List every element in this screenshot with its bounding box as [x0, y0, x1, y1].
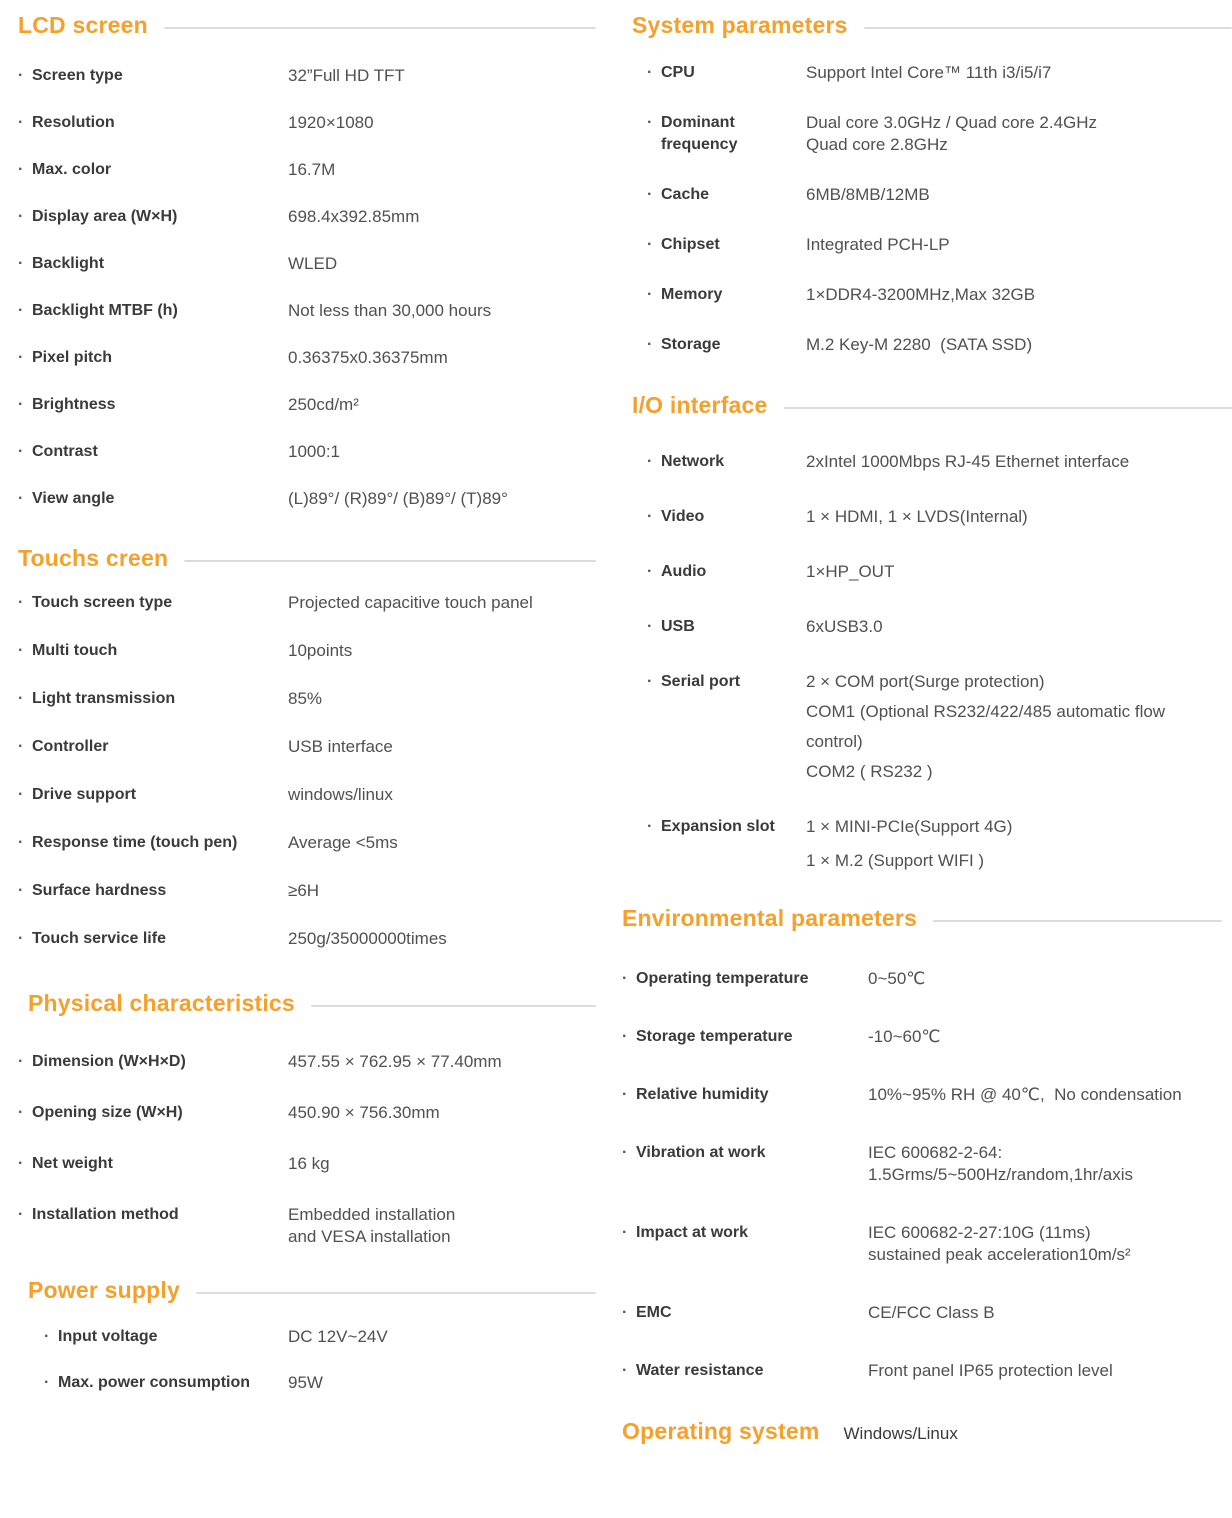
spec-row: [632, 234, 1232, 256]
spec-label: Max. power consumption: [58, 1374, 251, 1391]
bullet-icon: ·: [647, 453, 653, 470]
spec-label: View angle: [32, 490, 115, 507]
spec-row: [632, 816, 1232, 872]
spec-value-line: 1 × M.2 (Support WIFI ): [806, 851, 985, 870]
spec-value: [288, 1204, 596, 1248]
spec-row: [632, 62, 1232, 84]
bullet-icon: ·: [18, 255, 24, 272]
bullet-icon: ·: [647, 673, 653, 690]
spec-row: [18, 206, 596, 228]
spec-row: [18, 112, 596, 134]
spec-label: Backlight: [32, 255, 105, 272]
spec-value: ≥6H: [288, 881, 320, 900]
spec-label: Pixel pitch: [32, 349, 113, 366]
spec-value-line: Dual core 3.0GHz / Quad core 2.4GHz: [806, 113, 1098, 132]
section-header: [632, 392, 1232, 419]
spec-row: [18, 394, 596, 416]
section-header: [622, 905, 1222, 932]
section-header: [18, 12, 596, 39]
bullet-icon: ·: [44, 1328, 50, 1345]
bullet-icon: ·: [622, 970, 628, 987]
bullet-icon: ·: [18, 930, 24, 947]
spec-row: [18, 1372, 596, 1394]
spec-value: (L)89°/ (R)89°/ (B)89°/ (T)89°: [288, 489, 508, 508]
spec-row: [18, 1051, 596, 1073]
spec-row: [18, 1153, 596, 1175]
spec-row: [18, 253, 596, 275]
section-title: Power supply: [28, 1277, 180, 1303]
section-header: [18, 545, 596, 572]
divider-line: [311, 1005, 596, 1007]
divider-line: [196, 1292, 596, 1294]
bullet-icon: ·: [18, 642, 24, 659]
bullet-icon: ·: [18, 738, 24, 755]
spec-label: CPU: [661, 64, 695, 81]
spec-row: [632, 334, 1232, 356]
spec-row: [18, 347, 596, 369]
bullet-icon: ·: [18, 161, 24, 178]
spec-row: [18, 880, 596, 902]
spec-label: Storage: [661, 336, 721, 353]
spec-label: EMC: [636, 1304, 672, 1321]
spec-value: 32”Full HD TFT: [288, 66, 405, 85]
spec-value: Front panel IP65 protection level: [868, 1361, 1113, 1380]
spec-value: 450.90 × 756.30mm: [288, 1103, 440, 1122]
spec-value-line: IEC 600682-2-27:10G (11ms): [868, 1223, 1091, 1242]
spec-label: Cache: [661, 186, 710, 203]
bullet-icon: ·: [622, 1144, 628, 1161]
spec-value: [806, 671, 1232, 783]
bullet-icon: ·: [18, 1155, 24, 1172]
spec-value-line: COM2 ( RS232 ): [806, 762, 933, 781]
spec-value: Integrated PCH-LP: [806, 235, 950, 254]
spec-label: USB: [661, 618, 695, 635]
spec-value: 6MB/8MB/12MB: [806, 185, 930, 204]
spec-value: 2xIntel 1000Mbps RJ-45 Ethernet interface: [806, 452, 1130, 471]
bullet-icon: ·: [18, 882, 24, 899]
left-column: [18, 12, 596, 1418]
spec-label: Controller: [32, 738, 109, 755]
divider-line: [164, 27, 596, 29]
bullet-icon: ·: [647, 64, 653, 81]
spec-value-line: 2 × COM port(Surge protection): [806, 672, 1045, 691]
spec-label: Operating temperature: [636, 970, 809, 987]
bullet-icon: ·: [18, 1206, 24, 1223]
spec-row: [18, 928, 596, 950]
spec-row: [18, 832, 596, 854]
spec-row: [622, 1026, 1222, 1048]
bullet-icon: ·: [18, 834, 24, 851]
spec-value: 16 kg: [288, 1154, 330, 1173]
spec-row: [18, 300, 596, 322]
spec-label: Contrast: [32, 443, 98, 460]
bullet-icon: ·: [18, 490, 24, 507]
section-header: [18, 1277, 596, 1304]
spec-label: Video: [661, 508, 705, 525]
spec-value: -10~60℃: [868, 1027, 941, 1046]
spec-label: Network: [661, 453, 725, 470]
section-title: LCD screen: [18, 12, 148, 38]
spec-value: Windows/Linux: [843, 1424, 958, 1443]
section-system-parameters: [632, 12, 1232, 356]
spec-row: [632, 112, 1232, 156]
section-title: Physical characteristics: [28, 990, 295, 1016]
section-header: [18, 990, 596, 1017]
spec-row: [622, 968, 1222, 990]
spec-label: Multi touch: [32, 642, 118, 659]
divider-line: [784, 407, 1232, 409]
spec-value-line: sustained peak acceleration10m/s²: [868, 1245, 1131, 1264]
section-title: I/O interface: [632, 392, 768, 418]
spec-label: Water resistance: [636, 1362, 764, 1379]
spec-label: Resolution: [32, 114, 115, 131]
section-header: [632, 12, 1232, 39]
spec-row: [622, 1142, 1222, 1186]
spec-label: Memory: [661, 286, 723, 303]
spec-label: Max. color: [32, 161, 112, 178]
spec-row: [632, 451, 1232, 473]
spec-value: 0.36375x0.36375mm: [288, 348, 448, 367]
spec-label: Dominant frequency: [661, 114, 738, 153]
spec-value: USB interface: [288, 737, 393, 756]
spec-value: 10%~95% RH @ 40℃, No condensation: [868, 1085, 1182, 1104]
spec-value: WLED: [288, 254, 338, 273]
bullet-icon: ·: [622, 1086, 628, 1103]
bullet-icon: ·: [622, 1224, 628, 1241]
bullet-icon: ·: [622, 1362, 628, 1379]
right-column: [622, 12, 1232, 1445]
spec-value: 1×DDR4-3200MHz,Max 32GB: [806, 285, 1036, 304]
spec-value-line: and VESA installation: [288, 1227, 451, 1246]
bullet-icon: ·: [18, 786, 24, 803]
spec-label: Screen type: [32, 67, 123, 84]
spec-label: Impact at work: [636, 1224, 749, 1241]
spec-value-line: IEC 600682-2-64:: [868, 1143, 1003, 1162]
spec-value: Support Intel Core™ 11th i3/i5/i7: [806, 63, 1052, 82]
spec-row: [18, 688, 596, 710]
spec-row: [18, 65, 596, 87]
spec-row: [18, 1102, 596, 1124]
spec-value: 1 × HDMI, 1 × LVDS(Internal): [806, 507, 1028, 526]
spec-value-line: Embedded installation: [288, 1205, 456, 1224]
spec-label: Light transmission: [32, 690, 176, 707]
bullet-icon: ·: [647, 508, 653, 525]
spec-value: Projected capacitive touch panel: [288, 593, 533, 612]
spec-label: Surface hardness: [32, 882, 167, 899]
bullet-icon: ·: [647, 818, 653, 835]
spec-label: Chipset: [661, 236, 720, 253]
spec-value: CE/FCC Class B: [868, 1303, 995, 1322]
spec-label: Opening size (W×H): [32, 1104, 183, 1121]
spec-value: 85%: [288, 689, 323, 708]
spec-value-line: Quad core 2.8GHz: [806, 135, 948, 154]
spec-label: Vibration at work: [636, 1144, 766, 1161]
bullet-icon: ·: [647, 236, 653, 253]
spec-row: [632, 561, 1232, 583]
bullet-icon: ·: [18, 396, 24, 413]
spec-row: [18, 159, 596, 181]
section-physical-characteristics: [18, 990, 596, 1248]
bullet-icon: ·: [18, 208, 24, 225]
divider-line: [933, 920, 1222, 922]
spec-label: Dimension (W×H×D): [32, 1053, 186, 1070]
spec-value: 1920×1080: [288, 113, 374, 132]
spec-label: Backlight MTBF (h): [32, 302, 178, 319]
bullet-icon: ·: [647, 618, 653, 635]
spec-row: [622, 1360, 1222, 1382]
spec-value: Not less than 30,000 hours: [288, 301, 492, 320]
bullet-icon: ·: [18, 443, 24, 460]
spec-label: Net weight: [32, 1155, 113, 1172]
spec-label: Relative humidity: [636, 1086, 769, 1103]
spec-value: [868, 1222, 1222, 1266]
section-title: System parameters: [632, 12, 848, 38]
bullet-icon: ·: [647, 186, 653, 203]
section-touchscreen: [18, 545, 596, 950]
spec-value: 1000:1: [288, 442, 340, 461]
spec-row: [18, 640, 596, 662]
spec-value: 16.7M: [288, 160, 336, 179]
spec-row: [632, 616, 1232, 638]
bullet-icon: ·: [18, 114, 24, 131]
spec-value-line: 1 × MINI-PCIe(Support 4G): [806, 817, 1013, 836]
spec-value: 0~50℃: [868, 969, 926, 988]
spec-value: 698.4x392.85mm: [288, 207, 420, 226]
spec-row: [18, 1326, 596, 1348]
bullet-icon: ·: [18, 594, 24, 611]
spec-value: 6xUSB3.0: [806, 617, 883, 636]
bullet-icon: ·: [18, 302, 24, 319]
bullet-icon: ·: [647, 286, 653, 303]
spec-value: 250g/35000000times: [288, 929, 447, 948]
spec-label: Brightness: [32, 396, 116, 413]
spec-label: Display area (W×H): [32, 208, 178, 225]
section-io-interface: [632, 392, 1232, 872]
section-lcd-screen: [18, 12, 596, 510]
bullet-icon: ·: [647, 563, 653, 580]
spec-row: [622, 1222, 1222, 1266]
spec-label: Response time (touch pen): [32, 834, 238, 851]
spec-value: 95W: [288, 1373, 323, 1392]
spec-row: [632, 184, 1232, 206]
bullet-icon: ·: [622, 1304, 628, 1321]
spec-value: [868, 1142, 1222, 1186]
bullet-icon: ·: [18, 349, 24, 366]
divider-line: [864, 27, 1232, 29]
bullet-icon: ·: [44, 1374, 50, 1391]
spec-label: Storage temperature: [636, 1028, 793, 1045]
spec-value: M.2 Key-M 2280 (SATA SSD): [806, 335, 1033, 354]
spec-value: 1×HP_OUT: [806, 562, 895, 581]
spec-value-line: COM1 (Optional RS232/422/485 automatic flow: [806, 702, 1166, 721]
spec-label: Drive support: [32, 786, 137, 803]
spec-row: [632, 671, 1232, 783]
section-environmental-parameters: [622, 905, 1222, 1382]
spec-value-line: 1.5Grms/5~500Hz/random,1hr/axis: [868, 1165, 1134, 1184]
spec-value: DC 12V~24V: [288, 1327, 388, 1346]
spec-row: [18, 1204, 596, 1248]
spec-row: [18, 488, 596, 510]
section-title: Environmental parameters: [622, 905, 917, 931]
spec-row: [622, 1302, 1222, 1324]
spec-row: [18, 736, 596, 758]
spec-value: 457.55 × 762.95 × 77.40mm: [288, 1052, 502, 1071]
spec-label: Touch service life: [32, 930, 166, 947]
spec-value: Average <5ms: [288, 833, 398, 852]
bullet-icon: ·: [18, 690, 24, 707]
bullet-icon: ·: [18, 67, 24, 84]
spec-label: Expansion slot: [661, 818, 775, 835]
spec-label: Serial port: [661, 673, 741, 690]
spec-label: Touch screen type: [32, 594, 173, 611]
bullet-icon: ·: [622, 1028, 628, 1045]
bullet-icon: ·: [18, 1104, 24, 1121]
section-power-supply: [18, 1277, 596, 1394]
bullet-icon: ·: [647, 336, 653, 353]
divider-line: [184, 560, 596, 562]
spec-value: [806, 112, 1232, 156]
section-operating-system: [622, 1418, 1222, 1445]
spec-label: Installation method: [32, 1206, 179, 1223]
spec-row: [632, 506, 1232, 528]
spec-row: [18, 592, 596, 614]
spec-row: [632, 284, 1232, 306]
spec-value: windows/linux: [288, 785, 393, 804]
section-title: Touchs creen: [18, 545, 169, 571]
spec-value-line: control): [806, 732, 863, 751]
spec-value: 10points: [288, 641, 353, 660]
spec-row: [18, 441, 596, 463]
bullet-icon: ·: [18, 1053, 24, 1070]
spec-value: [806, 816, 1232, 872]
spec-row: [18, 784, 596, 806]
section-title: Operating system: [622, 1418, 820, 1444]
spec-label: Audio: [661, 563, 707, 580]
bullet-icon: ·: [647, 114, 653, 131]
spec-label: Input voltage: [58, 1328, 158, 1345]
spec-value: 250cd/m²: [288, 395, 359, 414]
spec-row: [622, 1084, 1222, 1106]
